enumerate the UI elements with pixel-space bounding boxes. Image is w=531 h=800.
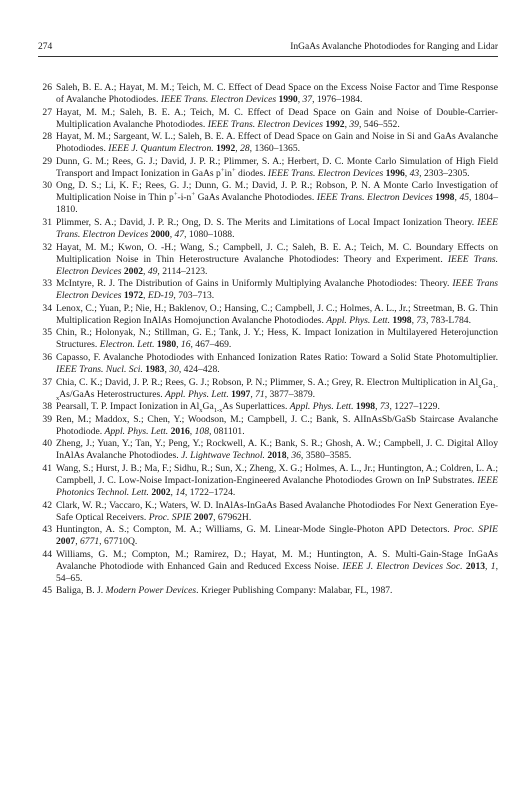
reference-text: , 54–65. (56, 560, 498, 584)
reference-text: Capasso, F. Avalanche Photodiodes with Enhanced Ionization Rates Ratio: Toward a Solid State Photomultiplier. (56, 351, 498, 363)
reference-text: McIntyre, R. J. The Distribution of Gains in Uniformly Multiplying Avalanche Photodiodes: Theory. (56, 278, 453, 290)
reference-text: . Krieger Publishing Company: Malabar, FL, 1987. (196, 585, 393, 597)
reference-item (38, 500, 498, 524)
reference-year: 1983 (145, 363, 165, 375)
reference-italic-text: 73 (379, 401, 390, 413)
reference-text: Ga (202, 401, 214, 413)
reference-text: Ong, D. S.; Li, K. F.; Rees, G. J.; Dunn, G. M.; David, J. P. R.; Robson, P. N. A Monte Carlo Investigation of Multiplication Noise in Thin p (56, 180, 498, 204)
reference-year: 1998 (435, 192, 455, 204)
reference-text: , (454, 192, 460, 204)
reference-item (38, 156, 498, 180)
reference-number: 29 (42, 155, 52, 167)
reference-item (38, 352, 498, 376)
reference-italic-text: 73 (416, 314, 426, 326)
reference-text: Hayat, M. M.; Sargeant, W. L.; Saleh, B. E. A. Effect of Dead Space on Gain and Noise in Si and GaAs Avalanche Photodiodes. (56, 131, 498, 155)
reference-italic-text: Proc. SPIE (453, 524, 498, 536)
reference-text: Baliga, B. J. (56, 585, 106, 597)
reference-italic-text: IEEE J. Quantum Electron. (108, 143, 214, 155)
reference-text: , 703–713. (173, 290, 215, 302)
reference-text: , (170, 486, 176, 498)
reference-italic-text: Appl. Phys. Lett. (326, 314, 390, 326)
reference-text: Ga (481, 376, 493, 388)
reference-item (38, 82, 498, 106)
reference-text: , 783-L784. (425, 314, 472, 326)
reference-year: 1997 (231, 388, 251, 400)
reference-italic-text: Electron. Lett. (99, 339, 155, 351)
reference-year: 1998 (392, 314, 412, 326)
reference-text: , (176, 339, 181, 351)
reference-script-text: + (220, 166, 225, 174)
reference-number: 45 (42, 585, 52, 597)
reference-text: GaAs Avalanche Photodiodes. (195, 192, 317, 204)
reference-number: 44 (42, 548, 52, 560)
reference-italic-text: 47 (174, 228, 185, 240)
reference-italic-text: J. Lightwave Technol. (181, 450, 265, 462)
reference-italic-text: Appl. Phys. Lett. (165, 388, 229, 400)
reference-item (38, 278, 498, 302)
reference-text: Zheng, J.; Yuan, Y.; Tan, Y.; Peng, Y.; Rockwell, A. K.; Bank, S. R.; Ghosh, A. W.; Campbell, J. C. Digital Alloy InAlAs Avalanche Photodiodes. (56, 438, 498, 462)
reference-text: , 1804–1810. (56, 192, 499, 216)
reference-italic-text: IEEE Trans. Electron Devices (160, 94, 277, 105)
reference-text: -i-n (177, 192, 192, 204)
reference-italic-text: 30 (169, 363, 179, 375)
reference-text: , 081101. (208, 425, 245, 437)
reference-italic-text: 108 (194, 425, 209, 437)
reference-text: , (286, 450, 292, 462)
reference-text: , (411, 314, 417, 326)
reference-text: , (75, 536, 80, 548)
reference-item (38, 131, 498, 155)
reference-year: 1996 (385, 167, 405, 179)
reference-text: , (344, 118, 350, 130)
reference-text: , (250, 388, 256, 400)
reference-text: , 1360–1365. (249, 143, 301, 155)
reference-text: , 2114–2123. (157, 265, 208, 277)
reference-text: , 1722–1724. (184, 486, 236, 498)
reference-italic-text: IEEE Trans. Electron Devices (316, 192, 433, 204)
reference-italic-text: IEEE Trans. Electron Devices (267, 167, 384, 179)
reference-italic-text: 28 (240, 143, 250, 155)
reference-number: 34 (42, 302, 52, 314)
reference-italic-text: 16 (180, 339, 191, 351)
reference-italic-text: 1 (490, 560, 496, 572)
reference-text: , 3877–3879. (264, 388, 316, 400)
reference-number: 37 (42, 376, 52, 388)
reference-number: 31 (42, 216, 52, 228)
reference-script-text: + (173, 191, 178, 199)
reference-item (38, 438, 498, 462)
reference-text: , (143, 265, 148, 277)
reference-item (38, 585, 498, 597)
reference-text: , 67710Q. (99, 536, 138, 548)
reference-year: 2002 (123, 265, 144, 277)
reference-italic-text: 71 (255, 388, 265, 400)
reference-italic-text: 45 (459, 192, 470, 204)
reference-text: , (404, 167, 410, 179)
reference-year: 2000 (150, 228, 170, 240)
reference-text: Huntington, A. S.; Compton, M. A.; Williams, G. M. Linear-Mode Single-Photon APD Detectors. (56, 524, 454, 536)
reference-italic-text: Proc. SPIE (148, 511, 192, 523)
reference-italic-text: Modern Power Devices (105, 585, 197, 597)
reference-text: , (143, 290, 148, 302)
running-title: InGaAs Avalanche Photodiodes for Ranging and Lidar (290, 42, 498, 52)
reference-script-text: x (199, 407, 203, 415)
reference-text: Saleh, B. E. A.; Hayat, M. M.; Teich, M. C. Effect of Dead Space on the Excess Noise Factor and Time Response of Avalanche Photodiodes. (56, 82, 498, 105)
header-rule (38, 56, 498, 57)
reference-script-text: 1-x (213, 407, 223, 415)
reference-item (38, 180, 498, 216)
reference-text: Clark, W. R.; Vaccaro, K.; Waters, W. D. InAlAs-InGaAs Based Avalanche Photodiodes For Next Generation Eye-Safe Optical Receivers. (56, 499, 498, 523)
reference-script-text: x (478, 382, 482, 390)
reference-number: 40 (42, 438, 52, 450)
reference-text: , 546–552. (358, 118, 400, 130)
reference-text: , (235, 143, 241, 155)
reference-italic-text: 37 (302, 94, 313, 105)
reference-italic-text: ED-19 (147, 290, 174, 302)
reference-italic-text: Appl. Phys. Lett. (104, 425, 169, 437)
reference-text: Lenox, C.; Yuan, P.; Nie, H.; Baklenov, O.; Hansing, C.; Campbell, J. C.; Holmes, A. L., Jr.; Streetman, B. G. Thin Multiplication Region InAlAs Homojunction Avalanche Photodiodes. (56, 302, 498, 326)
reference-item (38, 463, 498, 499)
page-number: 274 (38, 42, 53, 52)
reference-number: 32 (42, 241, 52, 253)
reference-text: , (164, 363, 170, 375)
reference-year: 2013 (465, 560, 486, 572)
reference-text: As/GaAs Heterostructures. (59, 388, 166, 400)
reference-text: , (189, 425, 195, 437)
reference-text: , 1080–1088. (184, 228, 235, 240)
reference-number: 27 (42, 106, 52, 118)
reference-item (38, 303, 498, 327)
reference-text: , (485, 560, 491, 572)
reference-text: As Superlattices. (222, 401, 290, 413)
reference-text: Hayat, M. M.; Kwon, O. -H.; Wang, S.; Campbell, J. C.; Saleh, B. E. A.; Teich, M. C. Boundary Effects on Multiplication Noise in Thin Heterostructure Avalanche Photodiodes: Theory and Experiment. (56, 241, 498, 265)
reference-text: Plimmer, S. A.; David, J. P. R.; Ong, D. S. The Merits and Limitations of Local Impact Ionization Theory. (56, 216, 478, 228)
reference-text: Wang, S.; Hurst, J. B.; Ma, F.; Sidhu, R.; Sun, X.; Zheng, X. G.; Holmes, A. L., Jr.; Huntington, A.; Coldren, L. A.; Campbell, J. C. Low-Noise Impact-Ionization-Engineered Avalanche Photodiodes Grown on InP Substrates. (56, 462, 498, 486)
reference-item (38, 549, 498, 585)
reference-number: 36 (42, 351, 52, 363)
reference-text: Ren, M.; Maddox, S.; Chen, Y.; Woodson, M.; Campbell, J. C.; Bank, S. AlInAsSb/GaSb Staircase Avalanche Photodiode. (56, 413, 498, 437)
reference-year: 1972 (123, 290, 144, 302)
reference-number: 30 (42, 180, 52, 192)
reference-text: , 1227–1229. (389, 401, 440, 413)
reference-year: 1990 (278, 94, 298, 105)
reference-year: 1998 (355, 401, 376, 413)
reference-number: 41 (42, 462, 52, 474)
reference-text: , 67962H. (213, 511, 252, 523)
reference-italic-text: IEEE Trans. Nucl. Sci. (56, 363, 143, 375)
reference-text: , (375, 401, 380, 413)
reference-item (38, 242, 498, 278)
reference-item (38, 414, 498, 438)
reference-italic-text: IEEE Trans Electron Devices (56, 278, 498, 302)
reference-number: 33 (42, 278, 52, 290)
reference-text: , 424–428. (178, 363, 220, 375)
reference-number: 28 (42, 131, 52, 143)
reference-text: Pearsall, T. P. Impact Ionization in Al (56, 401, 200, 413)
reference-item (38, 524, 498, 548)
reference-year: 1992 (216, 143, 236, 155)
reference-year: 2018 (267, 450, 287, 462)
reference-text: , (169, 228, 175, 240)
reference-text: in (224, 167, 232, 179)
reference-item (38, 377, 498, 401)
reference-text: , (297, 94, 303, 105)
reference-script-text: + (231, 166, 236, 174)
reference-italic-text: IEEE J. Electron Devices Soc. (342, 560, 463, 572)
reference-text: Chin, R.; Holonyak, N.; Stillman, G. E.; Tank, J. Y.; Hess, K. Impact Ionization in Multilayered Heterojunction Structures. (56, 327, 498, 351)
reference-year: 2007 (56, 536, 76, 548)
reference-item (38, 401, 498, 413)
reference-number: 35 (42, 327, 52, 339)
reference-script-text: 1-x (56, 382, 498, 402)
reference-text: Dunn, G. M.; Rees, G. J.; David, J. P. R.; Plimmer, S. A.; Herbert, D. C. Monte Carlo Simulation of High Field Transport and Impact Ionization in GaAs p (56, 155, 498, 179)
reference-italic-text: 36 (291, 450, 301, 462)
reference-italic-text: 14 (175, 486, 185, 498)
reference-text: , 1976–1984. (312, 94, 363, 105)
reference-number: 42 (42, 499, 52, 511)
reference-text: Hayat, M. M.; Saleh, B. E. A.; Teich, M. C. Effect of Dead Space on Gain and Noise of Double-Carrier-Multiplication Avalanche Photodiodes. (56, 106, 498, 130)
reference-year: 2007 (193, 511, 214, 523)
reference-italic-text: 39 (349, 118, 359, 130)
reference-italic-text: IEEE Trans. Electron Devices (207, 118, 323, 130)
reference-year: 1992 (325, 118, 345, 130)
reference-text: , 3580–3585. (300, 450, 352, 462)
reference-italic-text: Appl. Phys. Lett. (289, 401, 354, 413)
reference-item (38, 107, 498, 131)
reference-italic-text: 43 (409, 167, 420, 179)
reference-number: 38 (42, 401, 52, 413)
reference-year: 2016 (170, 425, 190, 437)
reference-text: Chia, C. K.; David, J. P. R.; Rees, G. J.; Robson, P. N.; Plimmer, S. A.; Grey, R. Electron Multiplication in Al (56, 376, 479, 388)
reference-italic-text: IEEE Photonics Technol. Lett. (56, 474, 498, 498)
reference-text: diodes. (235, 167, 268, 179)
reference-italic-text: 6771 (79, 536, 100, 548)
reference-text: , 2303–2305. (419, 167, 470, 179)
reference-list (38, 82, 498, 598)
reference-italic-text: 49 (147, 265, 158, 277)
reference-item (38, 327, 498, 351)
reference-year: 1980 (156, 339, 177, 351)
reference-text: , 467–469. (190, 339, 232, 351)
reference-script-text: + (191, 191, 196, 199)
reference-italic-text: IEEE Trans. Electron Devices (56, 216, 498, 240)
reference-number: 43 (42, 524, 52, 536)
reference-number: 26 (42, 82, 52, 93)
reference-number: 39 (42, 413, 52, 425)
reference-item (38, 217, 498, 241)
reference-year: 2002 (151, 486, 171, 498)
reference-text: Williams, G. M.; Compton, M.; Ramirez, D.; Hayat, M. M.; Huntington, A. S. Multi-Gain-Stage InGaAs Avalanche Photodiode with Enhanced Gain and Reduced Excess Noise. (56, 548, 498, 572)
reference-italic-text: IEEE Trans. Electron Devices (56, 253, 498, 277)
